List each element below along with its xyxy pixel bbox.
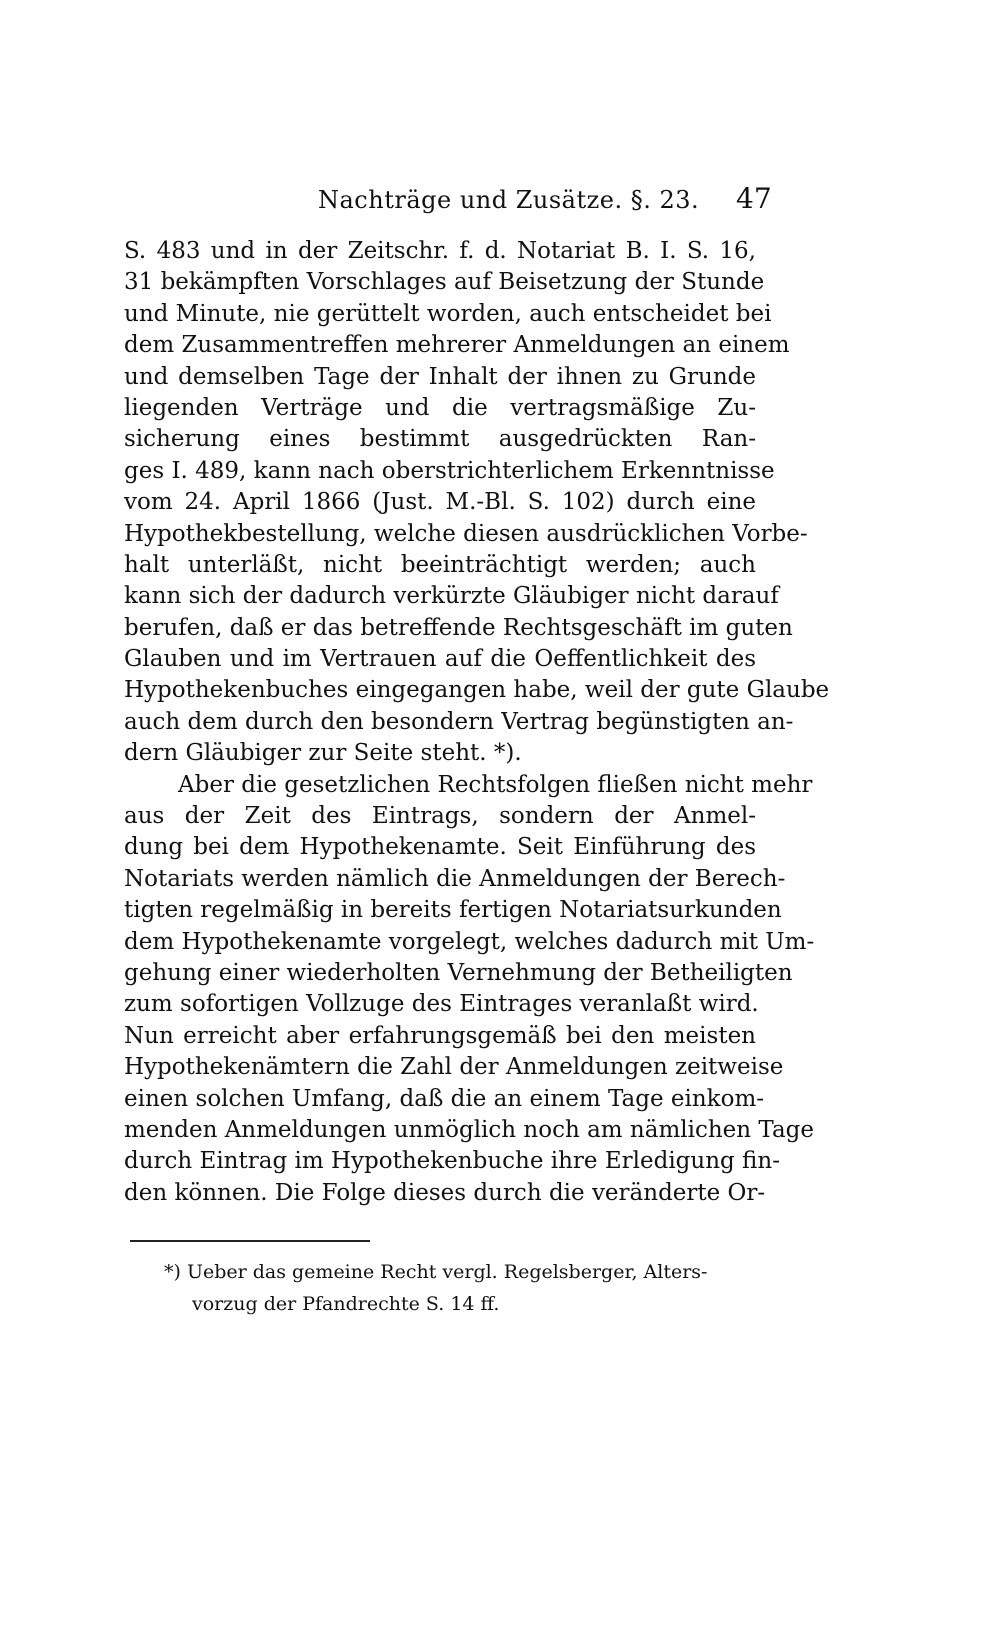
running-title: Nachträge und Zusätze. §. 23. (318, 186, 700, 214)
text-line: S. 483 und in der Zeitschr. f. d. Notariat B. I. S. 16, (124, 238, 756, 264)
text-line: dern Gläubiger zur Seite steht. *). (124, 740, 522, 767)
text-line: dem Zusammentreffen mehrerer Anmeldungen an einem (124, 332, 790, 359)
text-line: durch Eintrag im Hypothekenbuche ihre Erledigung fin- (124, 1148, 780, 1175)
text-line: zum sofortigen Vollzuge des Eintrages veranlaßt wird. (124, 991, 759, 1018)
text-line: Hypothekbestellung, welche diesen ausdrücklichen Vorbe- (124, 520, 808, 547)
text-line: den können. Die Folge dieses durch die veränderte Or- (124, 1179, 766, 1206)
text-line: Hypothekenämtern die Zahl der Anmeldungen zeitweise (124, 1054, 784, 1081)
footnote-line: *) Ueber das gemeine Recht vergl. Regelsberger, Alters- (164, 1261, 708, 1283)
text-line: Aber die gesetzlichen Rechtsfolgen fließen nicht mehr (178, 771, 813, 798)
text-line: dung bei dem Hypothekenamte. Seit Einführung des (124, 834, 756, 861)
text-line: Notariats werden nämlich die Anmeldungen der Berech- (124, 865, 786, 892)
text-line: tigten regelmäßig in bereits fertigen Notariatsurkunden (124, 897, 782, 924)
footnote-line: vorzug der Pfandrechte S. 14 ff. (192, 1293, 500, 1315)
text-line: berufen, daß er das betreffende Rechtsgeschäft im guten (124, 614, 793, 641)
text-line: sicherung eines bestimmt ausgedrückten Ran- (124, 426, 756, 453)
body-text (124, 236, 830, 1209)
footnote (164, 1256, 754, 1320)
text-line: 31 bekämpften Vorschlages auf Beisetzung der Stunde (124, 269, 765, 296)
text-line: einen solchen Umfang, daß die an einem Tage einkom- (124, 1085, 765, 1112)
text-line: Nun erreicht aber erfahrungsgemäß bei den meisten (124, 1022, 756, 1049)
text-line: menden Anmeldungen unmöglich noch am nämlichen Tage (124, 1116, 814, 1143)
text-line: gehung einer wiederholten Vernehmung der Betheiligten (124, 959, 793, 986)
text-line: kann sich der dadurch verkürzte Gläubiger nicht darauf (124, 583, 779, 610)
footnote-separator (130, 1240, 370, 1242)
text-line: dem Hypothekenamte vorgelegt, welches dadurch mit Um- (124, 928, 815, 955)
text-line: vom 24. April 1866 (Just. M.-Bl. S. 102) durch eine (124, 489, 756, 516)
text-line: halt unterläßt, nicht beeinträchtigt werden; auch (124, 551, 756, 578)
text-line: ges I. 489, kann nach oberstrichterlichem Erkenntnisse (124, 457, 775, 484)
text-line: liegenden Verträge und die vertragsmäßige Zu- (124, 394, 756, 421)
page-number: 47 (736, 182, 772, 215)
text-line: Hypothekenbuches eingegangen habe, weil der gute Glaube (124, 677, 830, 704)
text-line: aus der Zeit des Eintrags, sondern der Anmel- (124, 803, 756, 830)
text-line: Glauben und im Vertrauen auf die Oeffentlichkeit des (124, 646, 756, 673)
text-line: und Minute, nie gerüttelt worden, auch entscheidet bei (124, 300, 772, 327)
text-line: auch dem durch den besondern Vertrag begünstigten an- (124, 708, 794, 735)
text-line: und demselben Tage der Inhalt der ihnen zu Grunde (124, 363, 756, 390)
